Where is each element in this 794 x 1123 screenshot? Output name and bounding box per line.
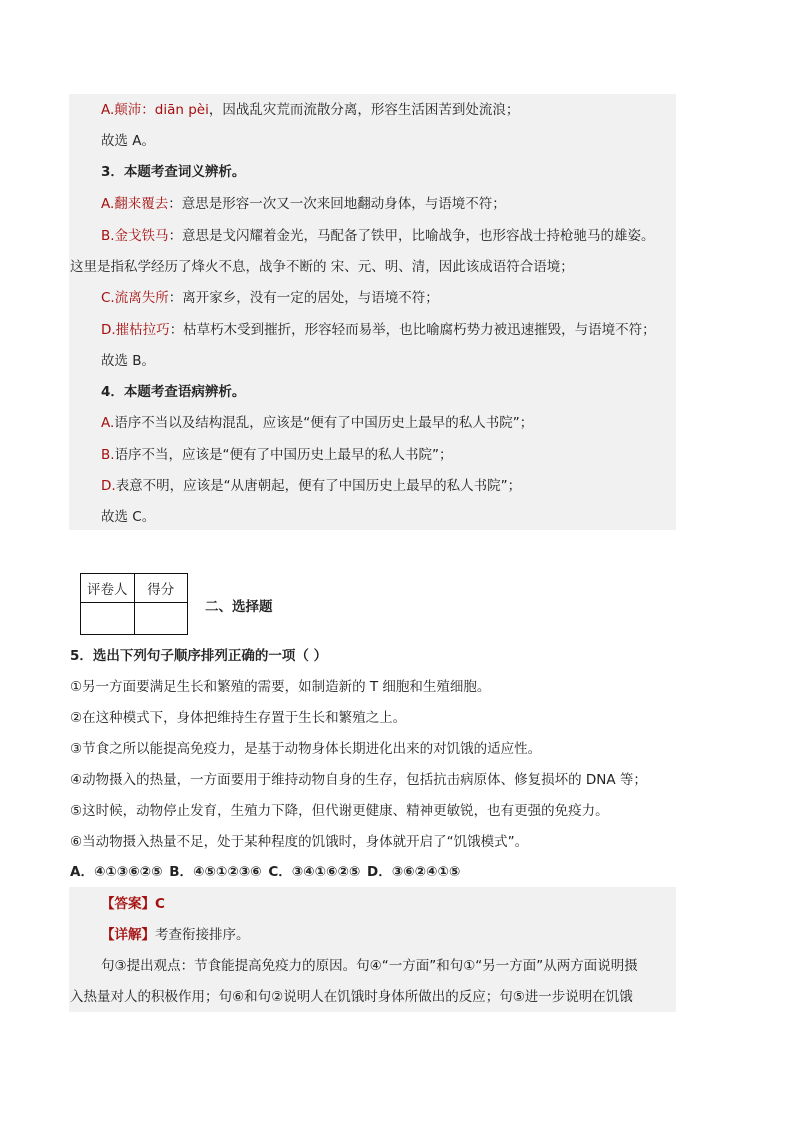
option-text: ：意思是戈闪耀着金光，马配备了铁甲，比喻战争，也形容战士持枪驰马的雄姿。 <box>168 228 655 244</box>
analysis-line <box>101 226 655 246</box>
analysis-line <box>101 100 519 120</box>
analysis-line <box>101 320 656 340</box>
analysis-line: 4．本题考查语病辨析。 <box>101 384 246 400</box>
answer-choices <box>70 862 462 882</box>
option-lead: C.流离失所 <box>101 290 169 306</box>
sentence-4: ④动物摄入的热量，一方面要用于维持动物自身的生存，包括抗击病原体、修复损坏的 DNA 等； <box>70 772 647 788</box>
choice-c[interactable]: C．③④①⑥②⑤ <box>268 864 361 880</box>
option-text: 语序不当以及结构混乱，应该是“便有了中国历史上最早的私人书院”； <box>114 415 534 431</box>
option-lead: D.摧枯拉巧 <box>101 322 170 338</box>
analysis-line: 故选 C。 <box>101 509 156 525</box>
option-text: ：枯草朽木受到摧折，形容轻而易举，也比喻腐朽势力被迅速摧毁，与语境不符； <box>169 322 656 338</box>
option-lead: D. <box>101 478 116 494</box>
option-lead: A.翻来覆去 <box>101 196 169 212</box>
analysis-line <box>101 476 521 496</box>
section-title: 二、选择题 <box>205 599 273 615</box>
option-text: 语序不当，应该是“便有了中国历史上最早的私人书院”； <box>114 447 453 463</box>
sentence-2: ②在这种模式下，身体把维持生存置于生长和繁殖之上。 <box>70 710 407 726</box>
option-lead: A.颠沛：diān pèi <box>101 102 209 118</box>
analysis-line <box>101 288 439 308</box>
sentence-1: ①另一方面要满足生长和繁殖的需要，如制造新的 T 细胞和生殖细胞。 <box>70 679 491 695</box>
analysis-line <box>101 445 453 465</box>
analysis-line: 这里是指私学经历了烽火不息，战争不断的 宋、元、明、清，因此该成语符合语境； <box>70 259 574 275</box>
explanation-line-1: 句③提出观点：节食能提高免疫力的原因。句④“一方面”和句①“另一方面”从两方面说明摄 <box>101 958 638 974</box>
option-text: ：离开家乡，没有一定的居处，与语境不符； <box>168 290 439 306</box>
option-lead: A. <box>101 415 115 431</box>
score-cell <box>134 603 188 635</box>
choice-a[interactable]: A．④①③⑥②⑤ <box>70 864 163 880</box>
sentence-5: ⑤这时候，动物停止发育，生殖力下降，但代谢更健康、精神更敏锐，也有更强的免疫力。 <box>70 803 609 819</box>
choice-d[interactable]: D．③⑥②④①⑤ <box>367 864 461 880</box>
grader-cell <box>81 603 135 635</box>
question-stem: 5．选出下列句子顺序排列正确的一项（ ） <box>70 648 328 664</box>
choice-b[interactable]: B．④⑤①②③⑥ <box>169 864 262 880</box>
analysis-line: 故选 B。 <box>101 353 156 369</box>
detail-line <box>101 925 250 945</box>
detail-text: 考查衔接排序。 <box>155 927 250 943</box>
analysis-line <box>101 194 506 214</box>
grader-header: 评卷人 <box>81 574 135 603</box>
option-text: ，因战乱灾荒而流散分离，形容生活困苦到处流浪； <box>208 102 520 118</box>
analysis-line: 故选 A。 <box>101 133 156 149</box>
answer-label: 【答案】 <box>101 896 155 912</box>
option-lead: B.金戈铁马 <box>101 228 169 244</box>
analysis-line: 3．本题考查词义辨析。 <box>101 164 246 180</box>
explanation-line-2: 入热量对人的积极作用；句⑥和句②说明人在饥饿时身体所做出的反应；句⑤进一步说明在饥饿 <box>70 989 633 1005</box>
option-lead: B. <box>101 447 115 463</box>
option-text: 表意不明，应该是“从唐朝起，便有了中国历史上最早的私人书院”； <box>115 478 522 494</box>
score-header: 得分 <box>134 574 188 603</box>
analysis-line <box>101 413 533 433</box>
option-text: ：意思是形容一次又一次来回地翻动身体，与语境不符； <box>168 196 506 212</box>
answer-value: C <box>155 896 165 912</box>
detail-label: 【详解】 <box>101 927 155 943</box>
sentence-6: ⑥当动物摄入热量不足，处于某种程度的饥饿时，身体就开启了“饥饿模式”。 <box>70 834 529 850</box>
score-table <box>80 573 188 635</box>
sentence-3: ③节食之所以能提高免疫力，是基于动物身体长期进化出来的对饥饿的适应性。 <box>70 741 542 757</box>
answer-line <box>101 894 165 914</box>
